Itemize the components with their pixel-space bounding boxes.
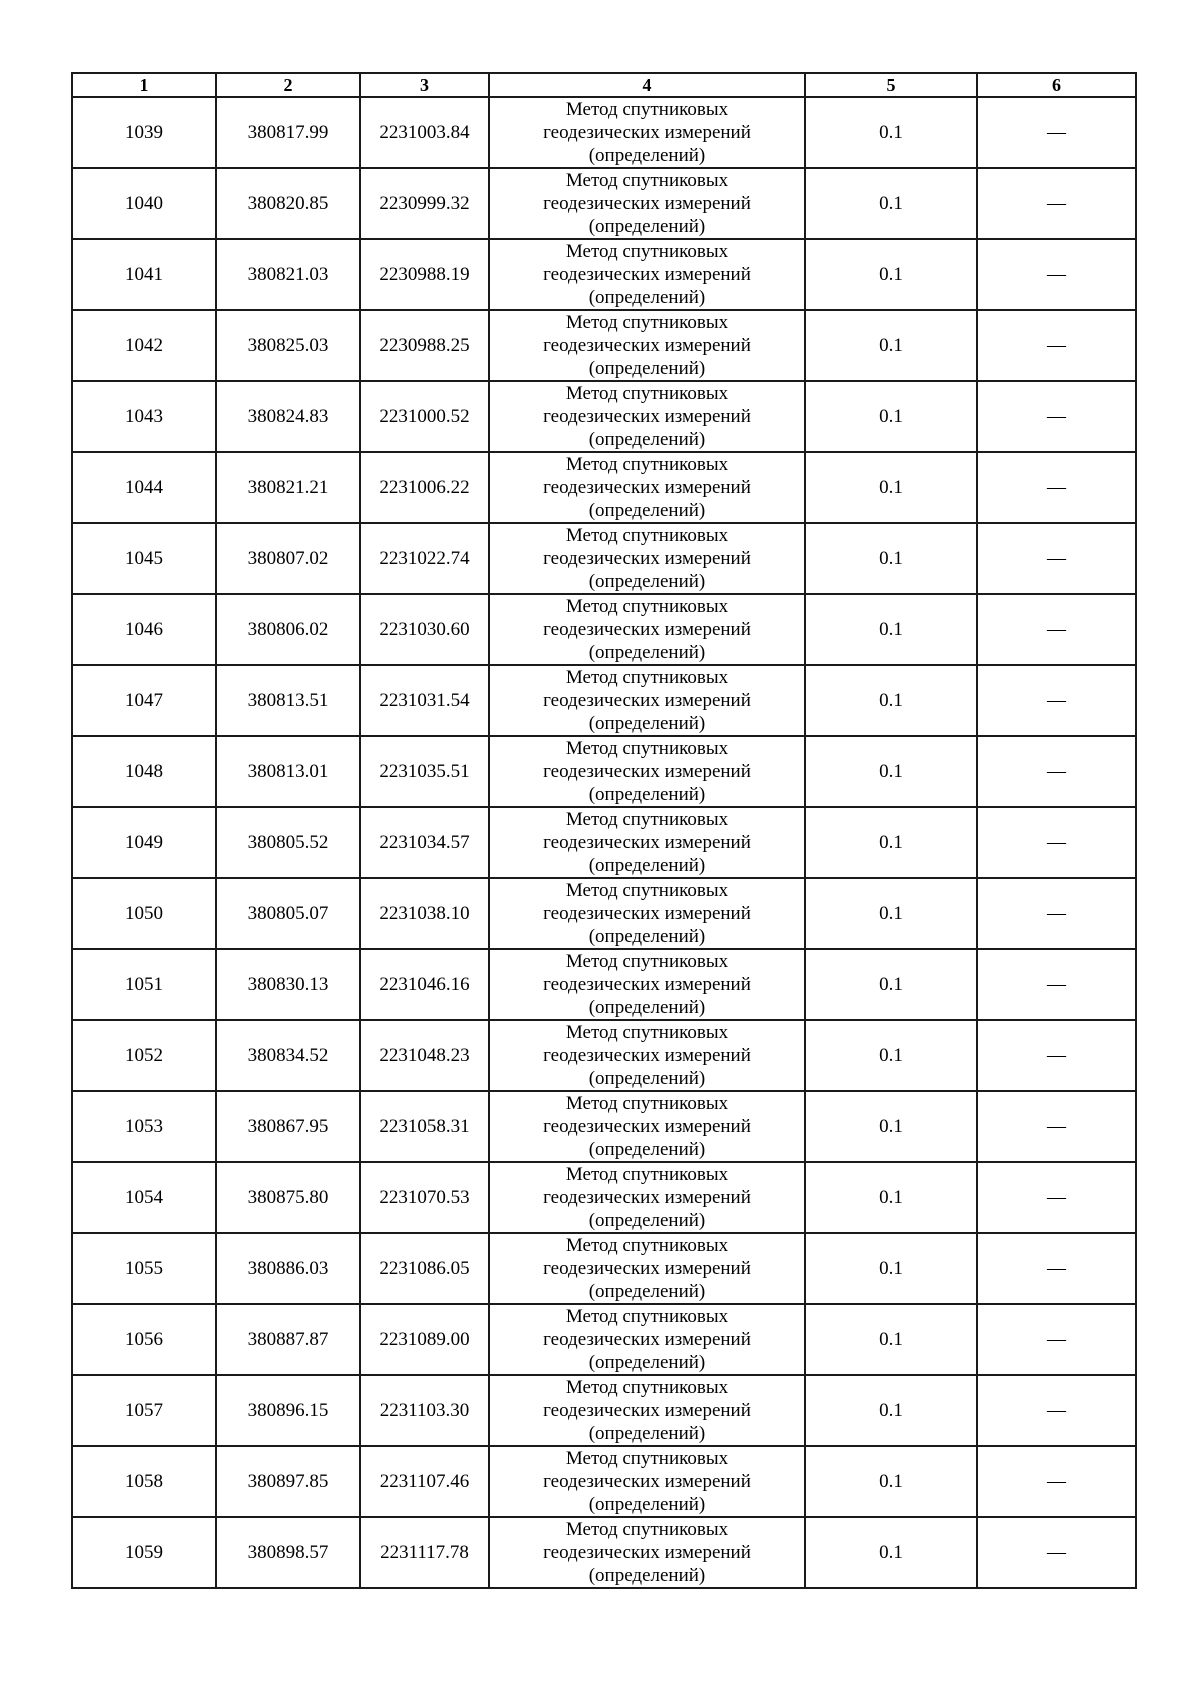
x-coordinate-cell: 380807.02 [216, 523, 360, 594]
method-line: геодезических измерений [543, 974, 751, 995]
method-cell [489, 1233, 805, 1304]
method-line: Метод спутниковых [565, 1093, 729, 1114]
note-cell: — [977, 1375, 1136, 1446]
method-cell [489, 665, 805, 736]
point-number-cell: 1044 [72, 452, 216, 523]
note-cell: — [977, 523, 1136, 594]
accuracy-cell: 0.1 [805, 1091, 977, 1162]
method-line: Метод спутниковых [565, 1306, 729, 1327]
method-cell [489, 1446, 805, 1517]
y-coordinate-cell: 2230988.25 [360, 310, 489, 381]
x-coordinate-cell: 380898.57 [216, 1517, 360, 1588]
method-line: (определений) [588, 571, 706, 592]
method-cell [489, 97, 805, 168]
x-coordinate-cell: 380834.52 [216, 1020, 360, 1091]
method-line: геодезических измерений [543, 1045, 751, 1066]
y-coordinate-cell: 2231070.53 [360, 1162, 489, 1233]
accuracy-cell: 0.1 [805, 381, 977, 452]
table-row [72, 949, 1136, 1020]
table-row [72, 1446, 1136, 1517]
y-coordinate-cell: 2231034.57 [360, 807, 489, 878]
note-cell: — [977, 665, 1136, 736]
method-line: Метод спутниковых [565, 1022, 729, 1043]
method-line: Метод спутниковых [565, 454, 729, 475]
point-number-cell: 1056 [72, 1304, 216, 1375]
method-cell [489, 452, 805, 523]
point-number-cell: 1058 [72, 1446, 216, 1517]
table-body [72, 97, 1136, 1588]
method-line: геодезических измерений [543, 1187, 751, 1208]
note-cell: — [977, 1162, 1136, 1233]
accuracy-cell: 0.1 [805, 736, 977, 807]
x-coordinate-cell: 380897.85 [216, 1446, 360, 1517]
method-cell [489, 1091, 805, 1162]
method-line: (определений) [588, 358, 706, 379]
table-row [72, 97, 1136, 168]
point-number-cell: 1039 [72, 97, 216, 168]
method-cell [489, 381, 805, 452]
method-line: Метод спутниковых [565, 170, 729, 191]
y-coordinate-cell: 2231022.74 [360, 523, 489, 594]
accuracy-cell: 0.1 [805, 949, 977, 1020]
accuracy-cell: 0.1 [805, 239, 977, 310]
x-coordinate-cell: 380887.87 [216, 1304, 360, 1375]
x-coordinate-cell: 380805.07 [216, 878, 360, 949]
note-cell: — [977, 1091, 1136, 1162]
method-line: (определений) [588, 429, 706, 450]
table-row [72, 1375, 1136, 1446]
table-row [72, 594, 1136, 665]
y-coordinate-cell: 2230988.19 [360, 239, 489, 310]
table-row [72, 1020, 1136, 1091]
x-coordinate-cell: 380805.52 [216, 807, 360, 878]
method-cell [489, 736, 805, 807]
y-coordinate-cell: 2231117.78 [360, 1517, 489, 1588]
header-row [72, 73, 1136, 97]
coordinates-table [71, 72, 1137, 1589]
note-cell: — [977, 1233, 1136, 1304]
table-row [72, 523, 1136, 594]
method-line: геодезических измерений [543, 335, 751, 356]
x-coordinate-cell: 380817.99 [216, 97, 360, 168]
method-line: (определений) [588, 287, 706, 308]
method-line: Метод спутниковых [565, 667, 729, 688]
method-line: геодезических измерений [543, 832, 751, 853]
note-cell: — [977, 878, 1136, 949]
method-cell [489, 878, 805, 949]
y-coordinate-cell: 2231107.46 [360, 1446, 489, 1517]
method-line: Метод спутниковых [565, 738, 729, 759]
method-line: геодезических измерений [543, 264, 751, 285]
method-line: (определений) [588, 855, 706, 876]
accuracy-cell: 0.1 [805, 807, 977, 878]
method-line: (определений) [588, 713, 706, 734]
x-coordinate-cell: 380886.03 [216, 1233, 360, 1304]
accuracy-cell: 0.1 [805, 452, 977, 523]
table-row [72, 168, 1136, 239]
note-cell: — [977, 736, 1136, 807]
table-row [72, 1233, 1136, 1304]
note-cell: — [977, 168, 1136, 239]
x-coordinate-cell: 380821.03 [216, 239, 360, 310]
y-coordinate-cell: 2231035.51 [360, 736, 489, 807]
method-line: Метод спутниковых [565, 951, 729, 972]
method-cell [489, 523, 805, 594]
method-cell [489, 807, 805, 878]
point-number-cell: 1052 [72, 1020, 216, 1091]
x-coordinate-cell: 380867.95 [216, 1091, 360, 1162]
method-cell [489, 1020, 805, 1091]
method-line: геодезических измерений [543, 690, 751, 711]
accuracy-cell: 0.1 [805, 523, 977, 594]
method-line: геодезических измерений [543, 1471, 751, 1492]
method-cell [489, 1304, 805, 1375]
accuracy-cell: 0.1 [805, 1304, 977, 1375]
method-line: Метод спутниковых [565, 596, 729, 617]
note-cell: — [977, 239, 1136, 310]
method-line: геодезических измерений [543, 477, 751, 498]
y-coordinate-cell: 2231089.00 [360, 1304, 489, 1375]
note-cell: — [977, 1517, 1136, 1588]
accuracy-cell: 0.1 [805, 1233, 977, 1304]
column-header-6: 6 [977, 73, 1136, 97]
accuracy-cell: 0.1 [805, 665, 977, 736]
note-cell: — [977, 1020, 1136, 1091]
column-header-1: 1 [72, 73, 216, 97]
x-coordinate-cell: 380875.80 [216, 1162, 360, 1233]
point-number-cell: 1041 [72, 239, 216, 310]
method-line: (определений) [588, 1352, 706, 1373]
method-line: Метод спутниковых [565, 809, 729, 830]
method-line: (определений) [588, 500, 706, 521]
method-cell [489, 168, 805, 239]
method-line: геодезических измерений [543, 1542, 751, 1563]
point-number-cell: 1043 [72, 381, 216, 452]
method-line: Метод спутниковых [565, 312, 729, 333]
point-number-cell: 1053 [72, 1091, 216, 1162]
method-line: геодезических измерений [543, 619, 751, 640]
method-line: Метод спутниковых [565, 99, 729, 120]
method-line: геодезических измерений [543, 761, 751, 782]
method-line: (определений) [588, 1565, 706, 1586]
method-cell [489, 239, 805, 310]
column-header-4: 4 [489, 73, 805, 97]
method-line: (определений) [588, 216, 706, 237]
method-line: Метод спутниковых [565, 525, 729, 546]
note-cell: — [977, 1446, 1136, 1517]
method-line: (определений) [588, 1210, 706, 1231]
note-cell: — [977, 594, 1136, 665]
table-row [72, 736, 1136, 807]
y-coordinate-cell: 2230999.32 [360, 168, 489, 239]
y-coordinate-cell: 2231006.22 [360, 452, 489, 523]
note-cell: — [977, 310, 1136, 381]
accuracy-cell: 0.1 [805, 168, 977, 239]
table-row [72, 1091, 1136, 1162]
table-row [72, 1162, 1136, 1233]
method-line: геодезических измерений [543, 122, 751, 143]
table-row [72, 381, 1136, 452]
point-number-cell: 1048 [72, 736, 216, 807]
method-line: (определений) [588, 1423, 706, 1444]
x-coordinate-cell: 380806.02 [216, 594, 360, 665]
method-cell [489, 594, 805, 665]
table-row [72, 807, 1136, 878]
method-line: геодезических измерений [543, 1116, 751, 1137]
note-cell: — [977, 381, 1136, 452]
method-cell [489, 949, 805, 1020]
x-coordinate-cell: 380896.15 [216, 1375, 360, 1446]
y-coordinate-cell: 2231031.54 [360, 665, 489, 736]
point-number-cell: 1046 [72, 594, 216, 665]
method-line: Метод спутниковых [565, 383, 729, 404]
point-number-cell: 1042 [72, 310, 216, 381]
column-header-3: 3 [360, 73, 489, 97]
x-coordinate-cell: 380821.21 [216, 452, 360, 523]
y-coordinate-cell: 2231038.10 [360, 878, 489, 949]
method-cell [489, 1517, 805, 1588]
note-cell: — [977, 452, 1136, 523]
table-row [72, 878, 1136, 949]
y-coordinate-cell: 2231003.84 [360, 97, 489, 168]
accuracy-cell: 0.1 [805, 594, 977, 665]
method-line: (определений) [588, 926, 706, 947]
point-number-cell: 1051 [72, 949, 216, 1020]
note-cell: — [977, 949, 1136, 1020]
y-coordinate-cell: 2231086.05 [360, 1233, 489, 1304]
method-line: (определений) [588, 1068, 706, 1089]
method-line: (определений) [588, 784, 706, 805]
note-cell: — [977, 807, 1136, 878]
point-number-cell: 1057 [72, 1375, 216, 1446]
accuracy-cell: 0.1 [805, 1446, 977, 1517]
table-row [72, 665, 1136, 736]
point-number-cell: 1059 [72, 1517, 216, 1588]
note-cell: — [977, 1304, 1136, 1375]
accuracy-cell: 0.1 [805, 1162, 977, 1233]
method-line: геодезических измерений [543, 1258, 751, 1279]
x-coordinate-cell: 380830.13 [216, 949, 360, 1020]
column-header-2: 2 [216, 73, 360, 97]
column-header-5: 5 [805, 73, 977, 97]
accuracy-cell: 0.1 [805, 1517, 977, 1588]
method-line: (определений) [588, 145, 706, 166]
accuracy-cell: 0.1 [805, 878, 977, 949]
method-line: Метод спутниковых [565, 1164, 729, 1185]
method-cell [489, 1375, 805, 1446]
accuracy-cell: 0.1 [805, 310, 977, 381]
method-line: Метод спутниковых [565, 1377, 729, 1398]
method-line: Метод спутниковых [565, 880, 729, 901]
table-row [72, 239, 1136, 310]
accuracy-cell: 0.1 [805, 1375, 977, 1446]
y-coordinate-cell: 2231046.16 [360, 949, 489, 1020]
point-number-cell: 1040 [72, 168, 216, 239]
y-coordinate-cell: 2231030.60 [360, 594, 489, 665]
x-coordinate-cell: 380820.85 [216, 168, 360, 239]
method-line: геодезических измерений [543, 903, 751, 924]
method-line: геодезических измерений [543, 406, 751, 427]
method-line: геодезических измерений [543, 1329, 751, 1350]
method-line: Метод спутниковых [565, 241, 729, 262]
method-line: (определений) [588, 642, 706, 663]
point-number-cell: 1045 [72, 523, 216, 594]
method-cell [489, 1162, 805, 1233]
table-row [72, 452, 1136, 523]
method-cell [489, 310, 805, 381]
table-row [72, 1517, 1136, 1588]
table-row [72, 1304, 1136, 1375]
accuracy-cell: 0.1 [805, 97, 977, 168]
x-coordinate-cell: 380824.83 [216, 381, 360, 452]
y-coordinate-cell: 2231058.31 [360, 1091, 489, 1162]
point-number-cell: 1049 [72, 807, 216, 878]
point-number-cell: 1054 [72, 1162, 216, 1233]
method-line: (определений) [588, 1139, 706, 1160]
point-number-cell: 1055 [72, 1233, 216, 1304]
method-line: Метод спутниковых [565, 1235, 729, 1256]
table-row [72, 310, 1136, 381]
y-coordinate-cell: 2231000.52 [360, 381, 489, 452]
method-line: геодезических измерений [543, 548, 751, 569]
method-line: (определений) [588, 997, 706, 1018]
x-coordinate-cell: 380813.51 [216, 665, 360, 736]
method-line: Метод спутниковых [565, 1448, 729, 1469]
y-coordinate-cell: 2231048.23 [360, 1020, 489, 1091]
x-coordinate-cell: 380813.01 [216, 736, 360, 807]
x-coordinate-cell: 380825.03 [216, 310, 360, 381]
method-line: (определений) [588, 1494, 706, 1515]
y-coordinate-cell: 2231103.30 [360, 1375, 489, 1446]
accuracy-cell: 0.1 [805, 1020, 977, 1091]
method-line: Метод спутниковых [565, 1519, 729, 1540]
method-line: геодезических измерений [543, 1400, 751, 1421]
point-number-cell: 1050 [72, 878, 216, 949]
method-line: геодезических измерений [543, 193, 751, 214]
point-number-cell: 1047 [72, 665, 216, 736]
table-header [72, 73, 1136, 97]
method-line: (определений) [588, 1281, 706, 1302]
note-cell: — [977, 97, 1136, 168]
